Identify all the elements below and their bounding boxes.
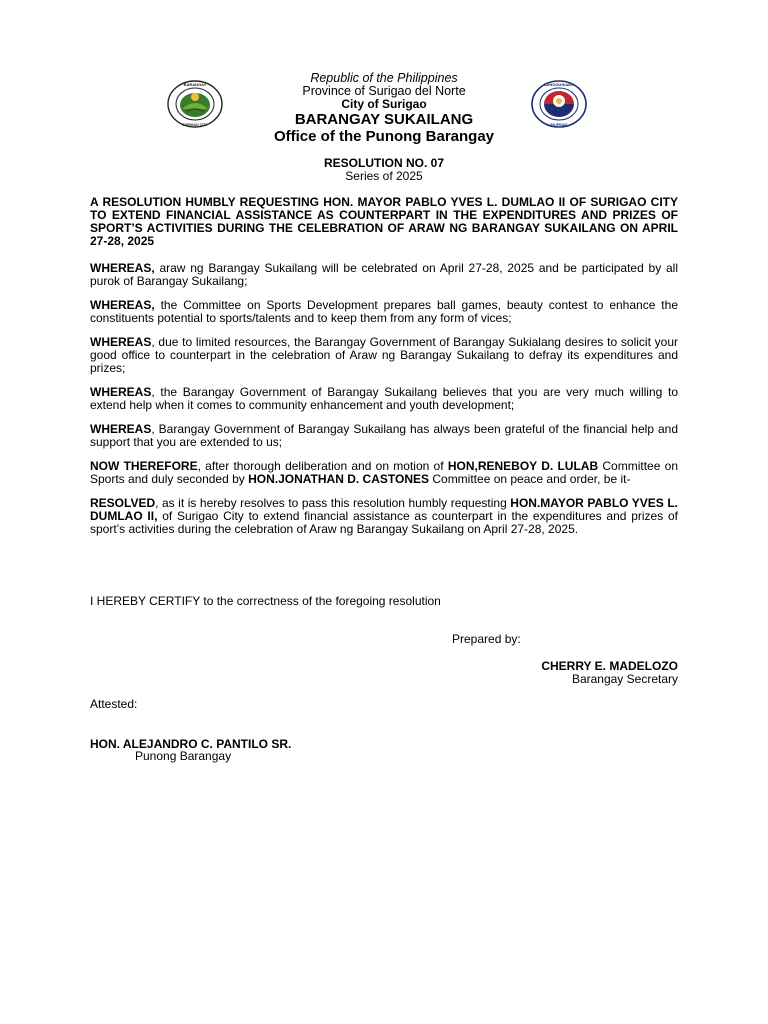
secretary-name: CHERRY E. MADELOZO (541, 659, 678, 673)
resolved-lead: RESOLVED (90, 496, 156, 510)
whereas-lead: WHEREAS (90, 385, 152, 399)
now-therefore-text-2: Committee on Sports and duly seconded by (90, 459, 679, 486)
letterhead (0, 71, 768, 146)
now-therefore-paragraph (90, 460, 678, 486)
whereas-paragraph-5 (90, 423, 678, 449)
resolution-body (90, 196, 678, 536)
barangay-name: BARANGAY SUKAILANG (294, 111, 474, 128)
svg-text:PILIPINAS: PILIPINAS (550, 123, 568, 127)
whereas-text: the Committee on Sports Development prepares ball games, beauty contest to enhance the constituents potential to sports/talents and to keep them from any form of vices; (90, 298, 678, 325)
city-line: City of Surigao (341, 97, 427, 111)
whereas-lead: WHEREAS (90, 422, 152, 436)
republic-line: Republic of the Philippines (310, 71, 458, 85)
punong-barangay-name: HON. ALEJANDRO C. PANTILO SR. (90, 737, 292, 751)
resolution-number: RESOLUTION NO. 07 (323, 156, 445, 170)
now-therefore-text-1: , after thorough deliberation and on motion of (197, 459, 448, 473)
office-name: Office of the Punong Barangay (273, 128, 495, 145)
svg-text:BARANGAY: BARANGAY (183, 82, 207, 87)
whereas-text: araw ng Barangay Sukailang will be celebrated on April 27-28, 2025 and be participated by all purok of Barangay Sukailang; (90, 261, 678, 288)
resolution-series: Series of 2025 (345, 169, 423, 183)
whereas-lead: WHEREAS (90, 335, 152, 349)
mover-name: HON,RENEBOY D. LULAB (447, 459, 599, 473)
punong-barangay-position: Punong Barangay (135, 749, 232, 763)
province-line: Province of Surigao del Norte (302, 84, 466, 98)
whereas-paragraph-2 (90, 299, 678, 325)
mayor-name: HON.MAYOR PABLO YVES L. DUMLAO II, (90, 496, 678, 523)
resolved-text-2: of Surigao City to extend financial assistance as counterpart in the expenditures and prizes of sport’s activities during the celebration of Araw ng Barangay Sukailang on April 27-28, 2025. (90, 509, 678, 536)
prepared-by-label: Prepared by: (452, 632, 521, 646)
svg-text:SANGGUNIANG: SANGGUNIANG (543, 82, 575, 87)
resolution-number-block (0, 157, 768, 183)
resolution-title: A RESOLUTION HUMBLY REQUESTING HON. MAYOR PABLO YVES L. DUMLAO II OF SURIGAO CITY TO EXTEND FINANCIAL ASSISTANCE AS COUNTERPART IN THE EXPENDITURES AND PRIZES OF SPORT’S ACTIVITIES DURING THE CELEBRATION OF ARAW NG BARANGAY SUKAILANG ON APRIL 27-28, 2025 (90, 195, 678, 248)
now-therefore-text-3: Committee on peace and order, be it- (429, 472, 631, 486)
svg-text:SURIGAO CITY: SURIGAO CITY (182, 123, 208, 127)
whereas-lead: WHEREAS, (90, 261, 155, 275)
whereas-lead: WHEREAS, (90, 298, 155, 312)
whereas-paragraph-1 (90, 262, 678, 288)
resolved-paragraph (90, 497, 678, 536)
whereas-paragraph-4 (90, 386, 678, 412)
resolved-text-1: , as it is hereby resolves to pass this resolution humbly requesting (155, 496, 511, 510)
attested-label: Attested: (90, 697, 138, 711)
certification-line: I HEREBY CERTIFY to the correctness of the foregoing resolution (90, 594, 441, 608)
seconder-name: HON.JONATHAN D. CASTONES (248, 472, 430, 486)
now-therefore-lead: NOW THEREFORE (90, 459, 198, 473)
whereas-text: , the Barangay Government of Barangay Sukailang believes that you are very much willing to extend help when it comes to community enhancement and youth development; (90, 385, 678, 412)
whereas-text: , Barangay Government of Barangay Sukailang has always been grateful of the financial help and support that you are extended to us; (90, 422, 678, 449)
secretary-position: Barangay Secretary (571, 672, 678, 686)
whereas-paragraph-3 (90, 336, 678, 375)
whereas-text: , due to limited resources, the Barangay Government of Barangay Sukialang desires to solicit your good office to counterpart in the celebration of Araw ng Barangay Sukailang to defray its expenditures and prizes; (90, 335, 678, 375)
